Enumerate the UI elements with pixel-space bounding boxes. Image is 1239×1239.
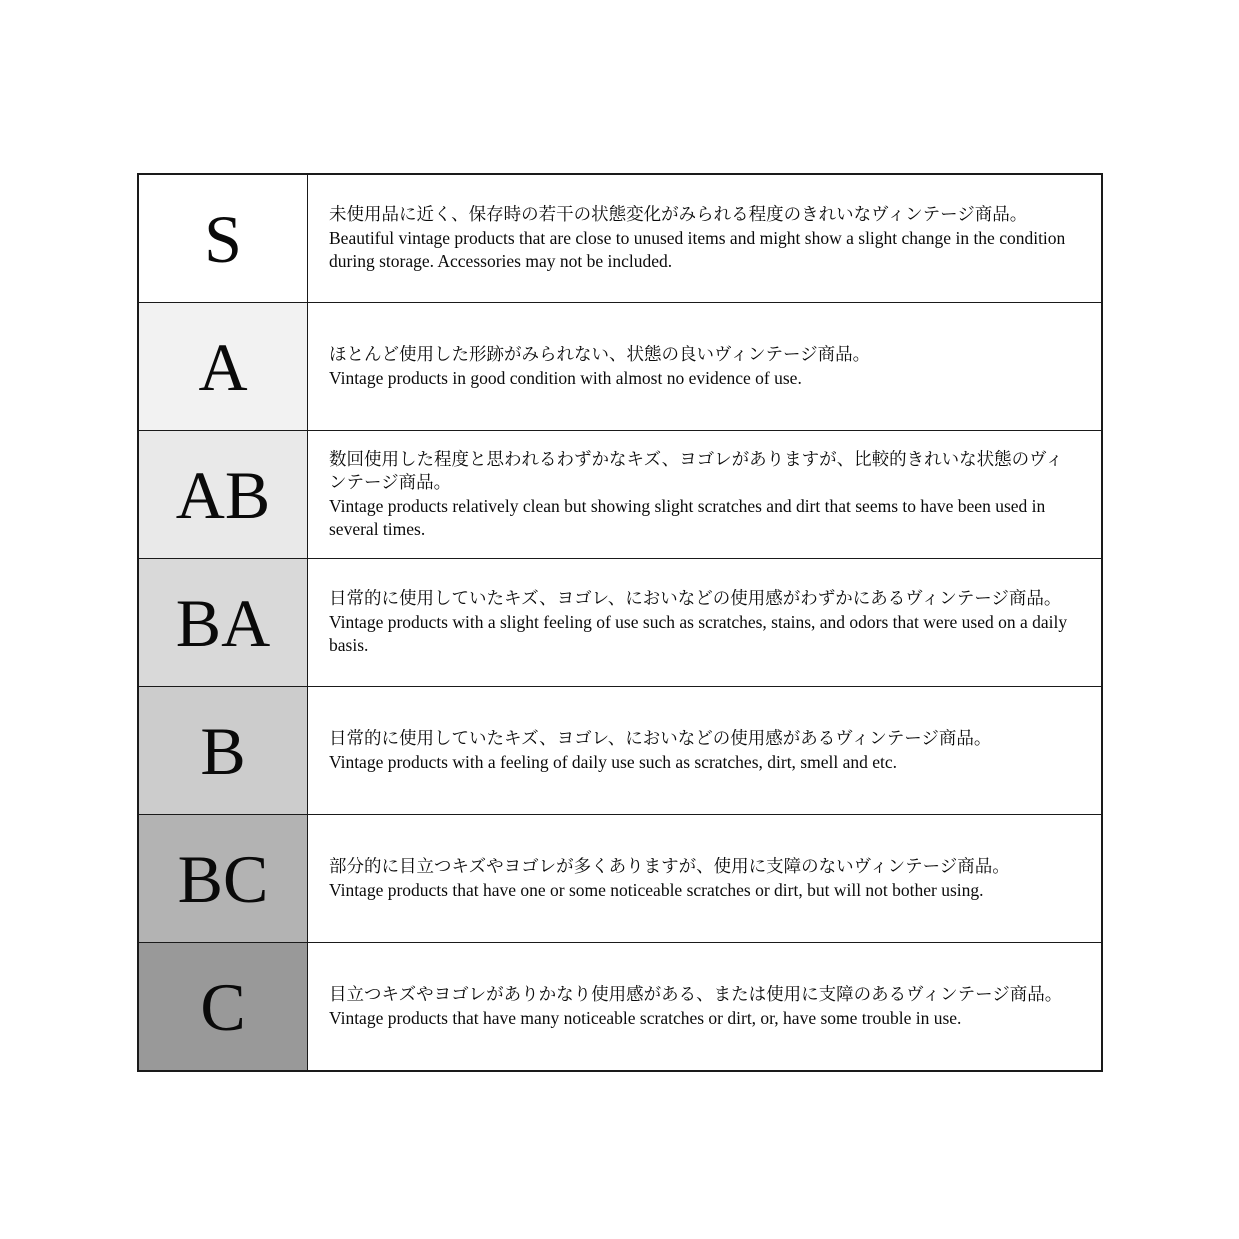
description-cell — [308, 943, 1103, 1072]
table-row — [138, 559, 1102, 687]
grade-label: BC — [177, 840, 269, 917]
description-en: Vintage products relatively clean but showing slight scratches and dirt that seems to have been used in several times. — [329, 495, 1046, 539]
description-en: Vintage products with a feeling of daily use such as scratches, dirt, smell and etc. — [329, 751, 898, 772]
description-cell — [308, 431, 1103, 559]
grade-label: BA — [175, 584, 271, 661]
table-row — [138, 687, 1102, 815]
description-cell — [308, 303, 1103, 431]
grade-label: B — [200, 712, 246, 789]
description-cell — [308, 687, 1103, 815]
grade-cell — [138, 174, 308, 303]
description-en: Vintage products in good condition with almost no evidence of use. — [329, 367, 802, 388]
description-jp: 部分的に目立つキズやヨゴレが多くありますが、使用に支障のないヴィンテージ商品。 — [329, 856, 1010, 876]
description-jp: 日常的に使用していたキズ、ヨゴレ、においなどの使用感がわずかにあるヴィンテージ商品。 — [329, 588, 1062, 609]
description-cell — [308, 815, 1103, 943]
condition-grade-table — [137, 173, 1103, 1072]
grade-label: C — [200, 968, 246, 1045]
description-en: Vintage products that have many noticeable scratches or dirt, or, have some trouble in use. — [329, 1007, 962, 1028]
description-jp: 日常的に使用していたキズ、ヨゴレ、においなどの使用感があるヴィンテージ商品。 — [329, 728, 992, 748]
grade-cell — [138, 815, 308, 943]
table-row — [138, 174, 1102, 303]
grade-label: AB — [175, 456, 271, 533]
grade-label: A — [198, 328, 248, 405]
grade-cell — [138, 431, 308, 559]
description-jp: 数回使用した程度と思われるわずかなキズ、ヨゴレがありますが、比較的きれいな状態のヴィンテージ商品。 — [329, 448, 1064, 492]
grade-cell — [138, 303, 308, 431]
description-cell — [308, 559, 1103, 687]
description-jp: 未使用品に近く、保存時の若干の状態変化がみられる程度のきれいなヴィンテージ商品。 — [329, 204, 1028, 225]
table-row — [138, 815, 1102, 943]
table-row — [138, 431, 1102, 559]
table-row — [138, 303, 1102, 431]
description-jp: 目立つキズやヨゴレがありかなり使用感がある、または使用に支障のあるヴィンテージ商品。 — [329, 984, 1063, 1004]
grade-cell — [138, 559, 308, 687]
description-en: Vintage products with a slight feeling of use such as scratches, stains, and odors that were used on a daily basis. — [329, 611, 1068, 656]
grade-cell — [138, 943, 308, 1072]
description-jp: ほとんど使用した形跡がみられない、状態の良いヴィンテージ商品。 — [329, 344, 871, 364]
description-en: Vintage products that have one or some noticeable scratches or dirt, but will not bother using. — [329, 879, 984, 900]
grade-label: S — [204, 200, 242, 277]
table-row — [138, 943, 1102, 1072]
description-cell — [308, 174, 1103, 303]
grade-cell — [138, 687, 308, 815]
description-en: Beautiful vintage products that are close to unused items and might show a slight change in the condition during storage. Accessories may not be included. — [329, 227, 1066, 272]
